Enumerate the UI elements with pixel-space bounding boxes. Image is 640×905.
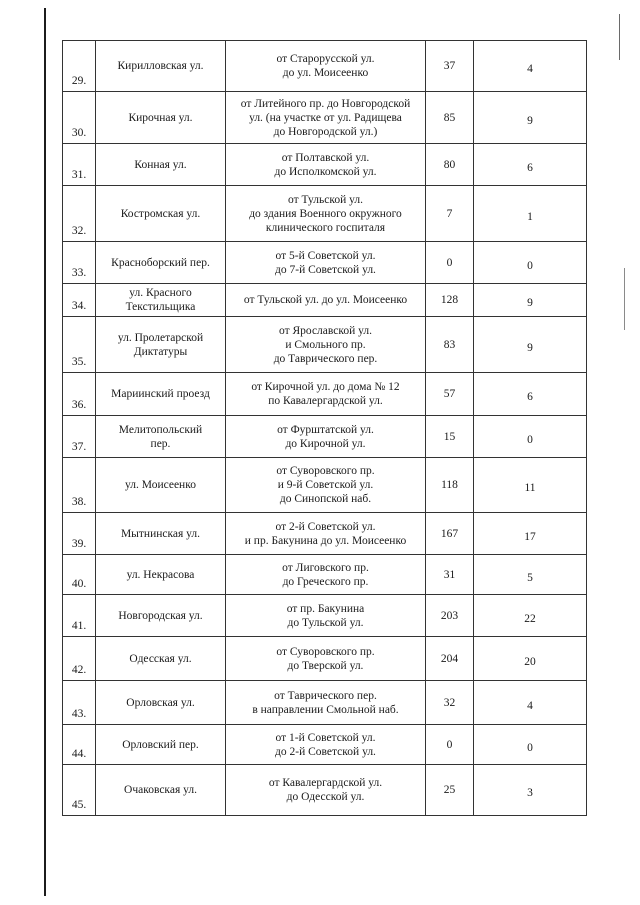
count-value-a: 83 [426,317,474,373]
count-value-a: 85 [426,92,474,144]
count-value-a: 167 [426,513,474,555]
table-row [63,555,587,595]
count-value-b: 6 [474,373,587,416]
street-name: Кирочная ул. [96,92,226,144]
street-section: от Старорусской ул. до ул. Моисеенко [226,41,426,92]
street-name: Конная ул. [96,144,226,186]
row-number: 40. [63,555,96,595]
row-number: 37. [63,416,96,458]
street-section: от 1-й Советской ул. до 2-й Советской ул. [226,725,426,765]
count-value-b: 1 [474,186,587,242]
street-section: от Фурштатской ул. до Кирочной ул. [226,416,426,458]
street-name: Кирилловская ул. [96,41,226,92]
row-number: 45. [63,765,96,816]
table-row [63,765,587,816]
street-name: ул. Некрасова [96,555,226,595]
count-value-b: 20 [474,637,587,681]
table-row [63,373,587,416]
row-number: 38. [63,458,96,513]
count-value-b: 11 [474,458,587,513]
count-value-a: 0 [426,242,474,284]
street-section: от Полтавской ул. до Исполкомской ул. [226,144,426,186]
count-value-b: 0 [474,416,587,458]
row-number: 31. [63,144,96,186]
table-row [63,725,587,765]
row-number: 29. [63,41,96,92]
count-value-a: 203 [426,595,474,637]
table-body [63,41,587,816]
scan-edge-left [44,8,46,896]
street-section: от Таврического пер. в направлении Смольной наб. [226,681,426,725]
street-section: от Суворовского пр. до Тверской ул. [226,637,426,681]
count-value-b: 9 [474,317,587,373]
count-value-a: 15 [426,416,474,458]
row-number: 36. [63,373,96,416]
street-section: от Ярославской ул. и Смольного пр. до Таврического пер. [226,317,426,373]
table-row [63,284,587,317]
row-number: 39. [63,513,96,555]
street-section: от Кавалергардской ул. до Одесской ул. [226,765,426,816]
count-value-b: 4 [474,681,587,725]
table-row [63,595,587,637]
street-section: от пр. Бакунина до Тульской ул. [226,595,426,637]
count-value-b: 22 [474,595,587,637]
street-name: ул. Моисеенко [96,458,226,513]
count-value-b: 9 [474,284,587,317]
street-name: Орловская ул. [96,681,226,725]
row-number: 43. [63,681,96,725]
street-name: Орловский пер. [96,725,226,765]
street-section: от 5-й Советской ул. до 7-й Советской ул. [226,242,426,284]
street-section: от Лиговского пр. до Греческого пр. [226,555,426,595]
table-row [63,41,587,92]
count-value-b: 3 [474,765,587,816]
table-row [63,242,587,284]
count-value-a: 37 [426,41,474,92]
street-section: от Тульской ул. до ул. Моисеенко [226,284,426,317]
street-name: ул. Красного Текстильщика [96,284,226,317]
street-name: Мытнинская ул. [96,513,226,555]
table-row [63,186,587,242]
table-row [63,681,587,725]
table-row [63,416,587,458]
street-section: от Кирочной ул. до дома № 12 по Кавалергардской ул. [226,373,426,416]
count-value-a: 31 [426,555,474,595]
count-value-a: 118 [426,458,474,513]
count-value-b: 0 [474,242,587,284]
street-section: от Суворовского пр. и 9-й Советской ул. до Синопской наб. [226,458,426,513]
table-row [63,637,587,681]
row-number: 33. [63,242,96,284]
count-value-a: 0 [426,725,474,765]
row-number: 34. [63,284,96,317]
row-number: 30. [63,92,96,144]
count-value-b: 17 [474,513,587,555]
table-row [63,458,587,513]
count-value-a: 80 [426,144,474,186]
row-number: 41. [63,595,96,637]
street-name: Красноборский пер. [96,242,226,284]
table-row [63,317,587,373]
street-section: от 2-й Советской ул. и пр. Бакунина до ул. Моисеенко [226,513,426,555]
count-value-a: 32 [426,681,474,725]
count-value-b: 6 [474,144,587,186]
row-number: 44. [63,725,96,765]
count-value-a: 128 [426,284,474,317]
scan-edge-mark [619,14,620,60]
row-number: 35. [63,317,96,373]
street-name: Костромская ул. [96,186,226,242]
table-row [63,513,587,555]
document-table-container [62,40,586,816]
count-value-a: 7 [426,186,474,242]
count-value-b: 4 [474,41,587,92]
count-value-b: 0 [474,725,587,765]
street-name: Новгородская ул. [96,595,226,637]
street-name: ул. Пролетарской Диктатуры [96,317,226,373]
count-value-b: 5 [474,555,587,595]
row-number: 32. [63,186,96,242]
count-value-a: 25 [426,765,474,816]
street-name: Очаковская ул. [96,765,226,816]
table-row [63,92,587,144]
street-table [62,40,587,816]
count-value-b: 9 [474,92,587,144]
street-name: Мариинский проезд [96,373,226,416]
street-name: Одесская ул. [96,637,226,681]
street-name: Мелитопольский пер. [96,416,226,458]
street-section: от Тульской ул. до здания Военного окружного клинического госпиталя [226,186,426,242]
table-row [63,144,587,186]
scan-edge-mark [624,268,625,330]
row-number: 42. [63,637,96,681]
street-section: от Литейного пр. до Новгородской ул. (на участке от ул. Радищева до Новгородской ул.) [226,92,426,144]
count-value-a: 204 [426,637,474,681]
count-value-a: 57 [426,373,474,416]
